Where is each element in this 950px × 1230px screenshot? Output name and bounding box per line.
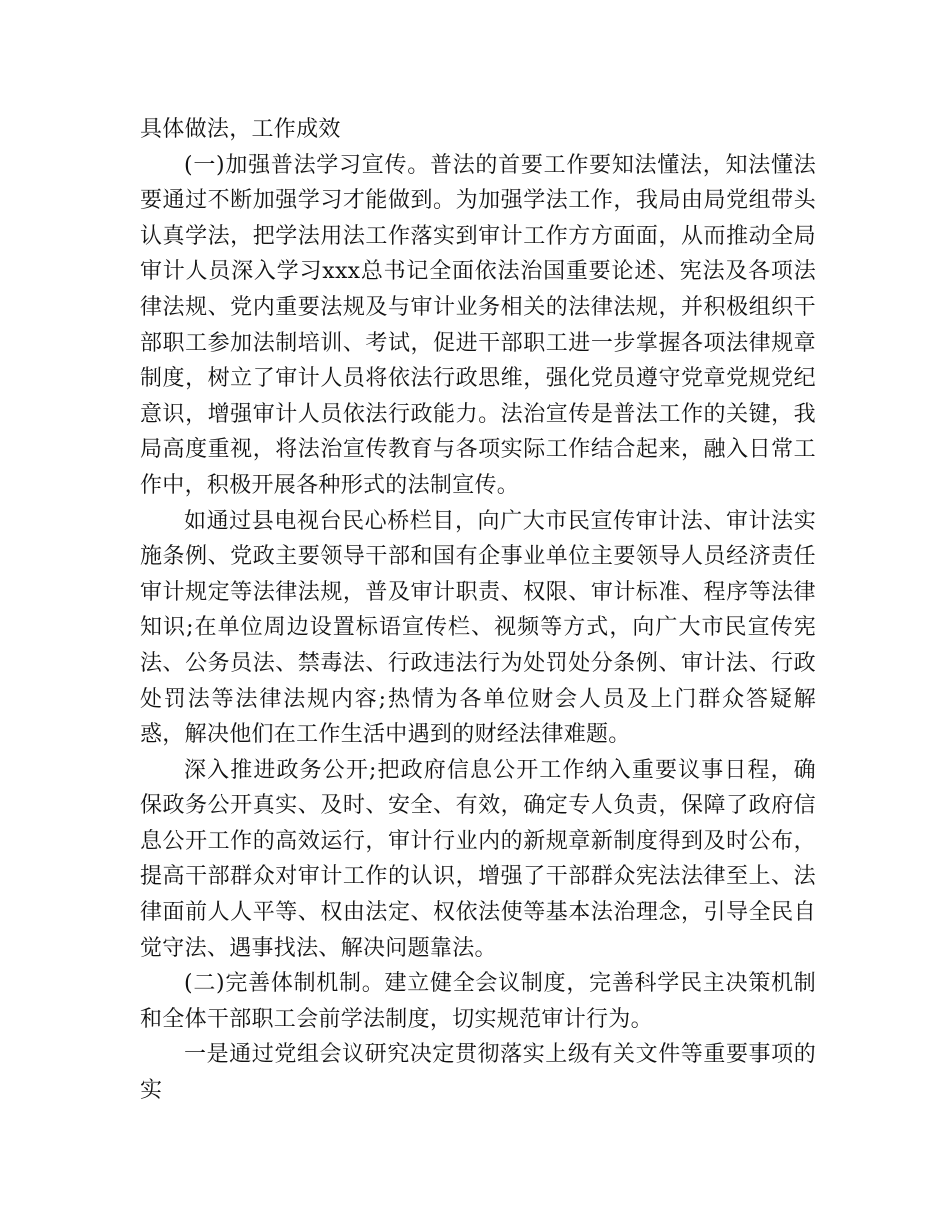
paragraph-tv-publicity: 如通过县电视台民心桥栏目，向广大市民宣传审计法、审计法实施条例、党政主要领导干部和国有企事业单位主要领导人员经济责任审计规定等法律法规，普及审计职责、权限、审计标准、程序等法律知识;在单位周边设置标语宣传栏、视频等方式，向广大市民宣传宪法、公务员法、禁毒法、行政违法行为处罚处分条例、审计法、行政处罚法等法律法规内容;热情为各单位财会人员及上门群众答疑解惑，解决他们在工作生活中遇到的财经法律难题。 bbox=[140, 508, 816, 748]
section-heading: 具体做法，工作成效 bbox=[140, 117, 341, 142]
paragraph-system-mechanism: (二)完善体制机制。建立健全会议制度，完善科学民主决策机制和全体干部职工会前学法制度，切实规范审计行为。 bbox=[140, 971, 816, 1032]
paragraph-party-meeting: 一是通过党组会议研究决定贯彻落实上级有关文件等重要事项的实 bbox=[140, 1042, 816, 1104]
paragraph-law-study: (一)加强普法学习宣传。普法的首要工作要知法懂法，知法懂法要通过不断加强学习才能做到。为加强学法工作，我局由局党组带头认真学法，把学法用法工作落实到审计工作方方面面，从而推动全局审计人员深入学习xxx总书记全面依法治国重要论述、宪法及各项法律法规、党内重要法规及与审计业务相关的法律法规，并积极组织干部职工参加法制培训、考试，促进干部职工进一步掌握各项法律规章制度，树立了审计人员将依法行政思维，强化党员遵守党章党规党纪意识，增强审计人员依法行政能力。法治宣传是普法工作的关键，我局高度重视，将法治宣传教育与各项实际工作结合起来，融入日常工作中，积极开展各种形式的法制宣传。 bbox=[140, 152, 816, 498]
document-page bbox=[140, 112, 816, 1109]
paragraph-government-openness: 深入推进政务公开;把政府信息公开工作纳入重要议事日程，确保政务公开真实、及时、安全、有效，确定专人负责，保障了政府信息公开工作的高效运行，审计行业内的新规章新制度得到及时公布，提高干部群众对审计工作的认识，增强了干部群众宪法法律至上、法律面前人人平等、权由法定、权依法使等基本法治理念，引导全民自觉守法、遇事找法、解决问题靠法。 bbox=[140, 757, 816, 961]
